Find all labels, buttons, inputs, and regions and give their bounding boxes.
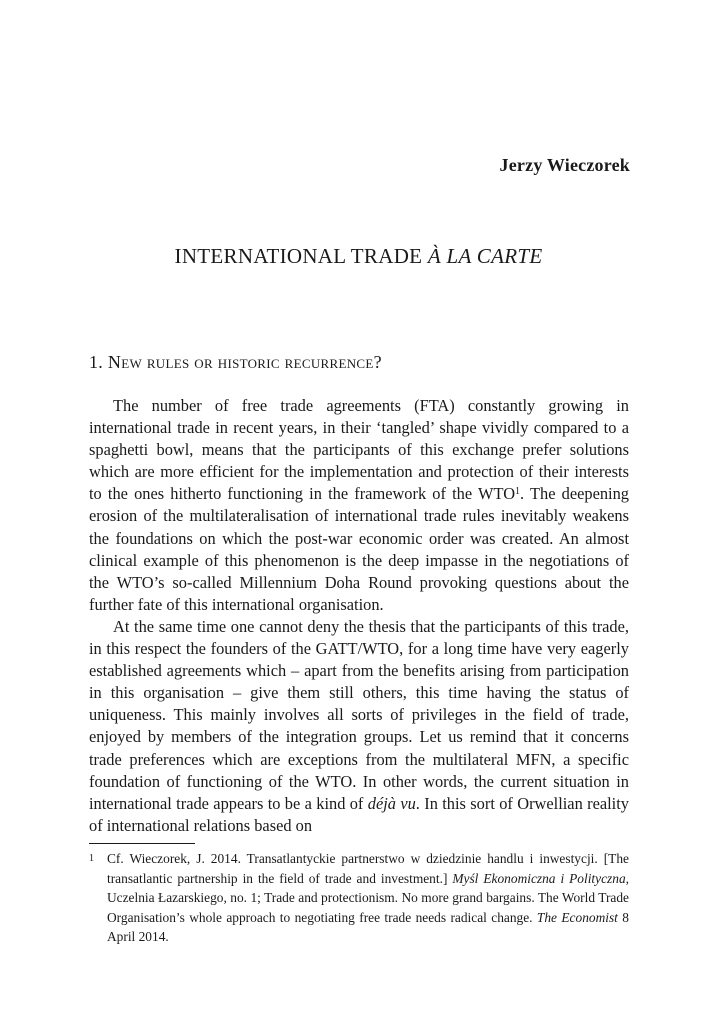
- body-text: [89, 395, 629, 837]
- section-title: New rules or historic recurrence?: [107, 352, 382, 372]
- author-name: Jerzy Wieczorek: [499, 155, 630, 175]
- paragraph-text: . The deepening erosion of the multilateralisation of international trade rules inevitably weakens the foundations on which the post-war economic order was created. An almost clinical example of this phenomenon is the deep impasse in the negotiations of the WTO’s so-called Millennium Doha Round provoking questions about the further fate of this international organisation.: [89, 484, 630, 614]
- section-number: 1.: [89, 352, 104, 372]
- paragraph: [89, 395, 629, 616]
- footnote-reference[interactable]: 1: [515, 486, 521, 498]
- footnote-journal-title: Myśl Ekonomiczna i Polityczna: [452, 870, 626, 886]
- footnote-separator: [89, 843, 195, 844]
- footnote-number: 1: [89, 853, 94, 864]
- title-italic: À LA CARTE: [427, 244, 543, 268]
- paragraph-italic-text: déjà vu: [367, 793, 416, 813]
- footnote-text: [107, 849, 629, 947]
- title-main: INTERNATIONAL TRADE: [174, 244, 428, 268]
- footnote: [89, 849, 629, 947]
- paragraph-text: At the same time one cannot deny the thesis that the participants of this trade, in this respect the founders of the GATT/WTO, for a long time have very eagerly established agreements which – apart from the benefits arising from participation in this organisation – give them still others, this time having the status of uniqueness. This mainly involves all sorts of privileges in the field of trade, enjoyed by members of the integration groups. Let us remind that it concerns trade preferences which are exceptions from the multilateral MFN, a specific foundation of functioning of the WTO. In other words, the current situation in international trade appears to be a kind of: [89, 616, 629, 813]
- paragraph-text: . In this sort of Orwellian reality of international relations based on: [89, 793, 629, 835]
- paragraph-text: The number of free trade agreements (FTA) constantly growing in international trade in recent years, in their ‘tangled’ shape vividly compared to a spaghetti bowl, means that the participants of this exchange prefer solutions which are more efficient for the implementation and protection of their interests to the ones hitherto functioning in the framework of the WTO: [89, 396, 629, 504]
- paragraph: [89, 616, 629, 837]
- page-title: [0, 244, 717, 269]
- footnote-text-part: , Uczelnia Łazarskiego, no. 1; Trade and protectionism. No more grand bargains. The World Trade Organisation’s whole approach to negotiating free trade needs radical change.: [107, 870, 630, 925]
- footnote-source-title: The Economist: [536, 909, 618, 925]
- footnote-text-part: Cf. Wieczorek, J. 2014. Transatlantyckie partnerstwo w dziedzinie handlu i inwestycji. [The transatlantic partnership in the field of trade and investment.]: [107, 851, 629, 886]
- footnote-text-part: 8 April 2014.: [107, 909, 630, 944]
- section-heading: [89, 352, 382, 373]
